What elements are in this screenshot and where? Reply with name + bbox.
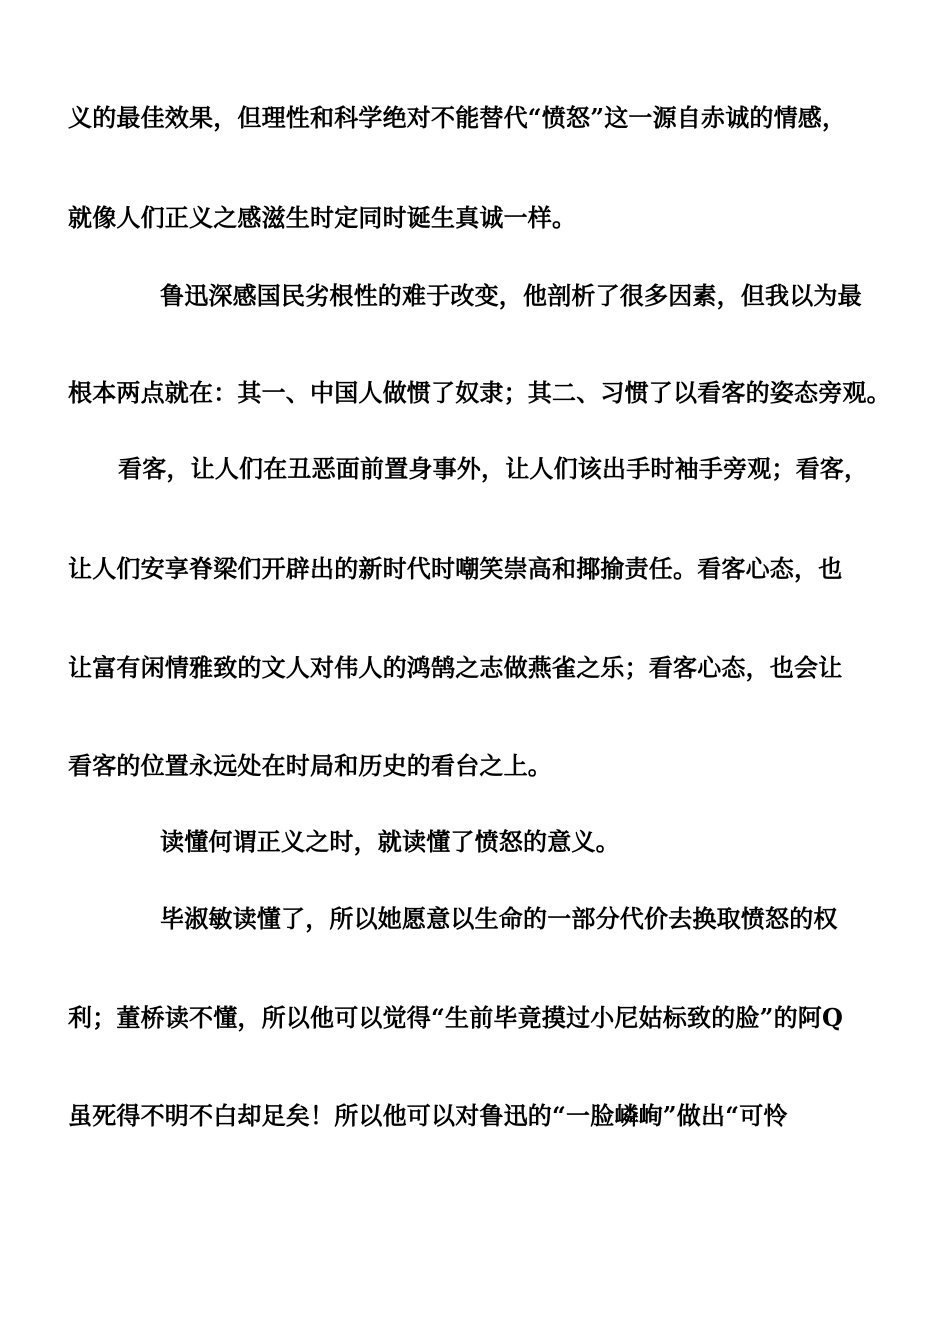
text-line-11: 利；董桥读不懂，所以他可以觉得“生前毕竟摸过小尼姑标致的脸”的阿Q (68, 1003, 844, 1032)
text-line-12: 虽死得不明不白却足矣！所以他可以对鲁迅的“一脸嶙峋”做出“可怜 (68, 1101, 788, 1130)
text-line-3: 鲁迅深感国民劣根性的难于改变，他剖析了很多因素，但我以为最 (160, 281, 862, 310)
text-line-9: 读懂何谓正义之时，就读懂了愤怒的意义。 (160, 827, 620, 856)
text-line-2: 就像人们正义之感滋生时定同时诞生真诚一样。 (68, 203, 577, 232)
text-line-8: 看客的位置永远处在时局和历史的看台之上。 (68, 751, 552, 780)
text-line-1: 义的最佳效果，但理性和科学绝对不能替代“愤怒”这一源自赤诚的情感， (68, 103, 847, 132)
text-line-5: 看客，让人们在丑恶面前置身事外，让人们该出手时袖手旁观；看客， (118, 454, 869, 483)
text-line-6: 让人们安享脊梁们开辟出的新时代时嘲笑崇高和揶揄责任。看客心态，也 (68, 554, 843, 583)
text-line-10: 毕淑敏读懂了，所以她愿意以生命的一部分代价去换取愤怒的权 (160, 904, 838, 933)
text-line-4: 根本两点就在：其一、中国人做惯了奴隶；其二、习惯了以看客的姿态旁观。 (68, 378, 891, 407)
text-line-7: 让富有闲情雅致的文人对伟人的鸿鹄之志做燕雀之乐；看客心态，也会让 (68, 653, 843, 682)
